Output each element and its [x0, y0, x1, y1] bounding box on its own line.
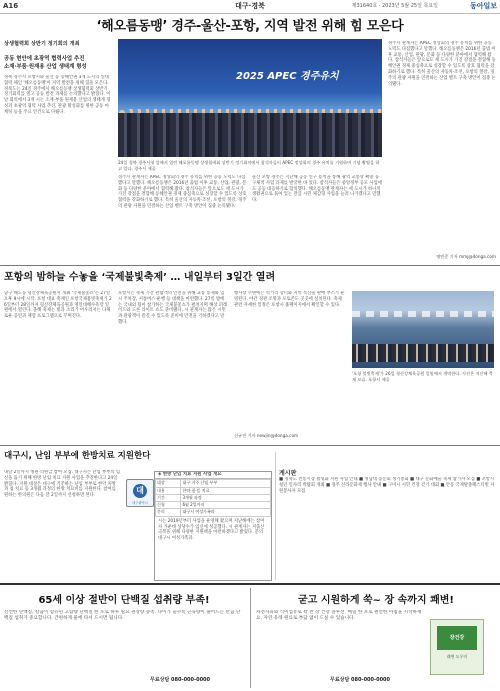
main-headline: ‘해오름동맹’ 경주-울산-포항, 지역 발전 위해 힘 모은다 — [96, 19, 404, 34]
main-story-right-column — [388, 41, 496, 253]
main-story-mid-right-text: 울산 포항 경주는 지난해 공동 연구 용역을 통해 광역 교통망 확충 등 구체적 사업 과제를 발굴한 바 있다. 참석자들은 중앙정부 공모 사업에도 공동 대응하기로 합의했다. 해오름동맹 관계자는 세 도시가 하나의 생활권으로 묶여 있는 만큼 시민 체감형 사업을 늘려 나가겠다고 말했다. — [252, 175, 382, 204]
story2-mid-text: 포항시는 축제 기간 관람객의 안전을 위해 교통 통제와 임시 주차장, 셔틀버스 운행 등 대책을 마련했다. 27일 밤에는 국내외 팀이 참가하는 국제불꽃쇼가 펼쳐지며 해상 퍼레이드와 드론 라이트 쇼도 준비됐다. 시 관계자는 많은 시민과 관광객이 즐길 수 있도록 준비에 만전을 기하겠다고 말했다. — [118, 291, 228, 325]
daegu-city-logo — [126, 479, 154, 507]
ad1-body — [4, 610, 244, 684]
ad2-phone: 무료상담 080-000-0000 — [330, 677, 391, 683]
main-reporter: 명민준 기자 mmj@donga.com — [436, 254, 496, 259]
info-table-value: 대구시 여성가족과 — [181, 509, 271, 516]
info-table — [155, 479, 271, 516]
story2-right-text: 행사장 주변에는 먹거리 장터와 지역 특산물 판매 부스가 운영된다. 야간 경관 조명과 포토존도 곳곳에 설치된다. 축제 관련 자세한 일정은 포항시 홈페이지에서 확인할 수 있다. — [234, 291, 345, 308]
story2-left-column — [4, 291, 112, 441]
info-table-value: 대구 거주 난임 부부 — [181, 480, 271, 487]
info-table-key: 내용 — [156, 487, 181, 494]
story3-narrow-column — [126, 509, 152, 577]
photo-people — [352, 344, 494, 362]
story2-caption: '포항 불빛축제'가 26일 형산강체육공원 일원에서 개막한다. 사진은 지난해 축제 모습. 포항시 제공 — [352, 371, 493, 382]
page-header — [0, 0, 500, 14]
photo-boats — [352, 311, 494, 317]
subhead-industry: 소재·부품·원재용 산업 생태계 형성 — [4, 64, 87, 70]
info-table-row — [156, 480, 271, 487]
ad-column-divider — [250, 588, 251, 688]
ad2-product-image — [430, 619, 484, 675]
story3-extra-paragraph: 시는 2019년부터 사업을 운영해 왔으며 지난해에는 참여자 가운데 상당수가 임신에 성공했다. 시 관계자는 저출산 극복을 위해 다양한 지원책을 마련하겠다고 밝혔다. 문의 대구시 여성가족과. — [158, 518, 265, 542]
story2-headline: 포항의 밤하늘 수놓을 ‘국제불빛축제’ … 내일부터 3일간 열려 — [4, 272, 276, 283]
notice-board — [279, 477, 496, 579]
info-table-key: 기간 — [156, 494, 181, 501]
section-divider-2 — [0, 445, 500, 446]
info-table-key: 대상 — [156, 480, 181, 487]
ad2-body — [256, 610, 426, 684]
story2-right-column — [234, 291, 346, 441]
info-table-key: 문의 — [156, 509, 181, 516]
photo-banner-text: 2025 APEC 경주유치 — [236, 71, 339, 82]
info-table-box — [154, 471, 272, 581]
ad1-body-text: 신선한 단백질, 칼슘이 함유된 고함량 단백질 한 포로 하루 필요 권장량 충족. 나이가 들수록 근육량이 줄어드는 만큼 단백질 섭취가 중요합니다. 간편하게 물에 타서 드시면 됩니다. — [4, 610, 241, 621]
main-story-mid-text: 경주시 관계자는 APEC 정상회의 경주 유치를 위한 공동 노력도 다짐했다고 말했다. 해오름동맹은 2016년 출범 이후 교통, 산업, 관광, 문화 등 다양한 분야에서 협력해 왔다. 참석자들은 앞으로도 세 도시가 가진 강점을 결합해 동해안권 경제 중심축으로 성장할 수 있도록 상호 협력을 강화하기로 했다. 특히 울산의 자동차·조선, 포항의 철강, 경주의 관광 자원을 연결하는 산업 벨트 구축 방안이 집중 논의됐다. — [118, 175, 247, 209]
main-story-left-column — [4, 75, 112, 209]
product-label: 쾌변 도우미 — [446, 654, 468, 659]
photo-crowd — [118, 113, 382, 157]
main-photo-caption: 24일 경북 경주시청 앞에서 열린 해오름동맹 상생협력회 상반기 정기회의에서 참석자들이 APEC 정상회의 경주 유치를 기원하며 기념 촬영을 하고 있다. 경주시 제공 — [118, 160, 380, 171]
info-table-title: ◈ 한방 난임 치료 지원 사업 개요 — [155, 472, 271, 479]
city-emblem-icon: 대 — [133, 484, 147, 498]
info-table-key: 신청 — [156, 502, 181, 509]
info-table-row — [156, 494, 271, 501]
ad2-body-text: 차전자피와 식이섬유로 꽉 찬 장 건강 솔루션. 매일 한 포로 편안한 아침을 시작하세요. 자연 유래 원료로 부담 없이 드실 수 있습니다. — [256, 610, 422, 621]
subhead-meeting: 상생협력회 상반기 정기회의 개최 — [4, 41, 80, 47]
notice-board-text: ■ 경북도 전통시장 활성화 지원 사업 안내 ■ 영남대 동문회 정기총회 ■ 대구 문화예술 축제 참가자 모집 ■ 포항시 청년 일자리 박람회 개최 ■ 경주 신라문화제 행사 안내 ■ 구미시 시민 건강 걷기 대회 ■ 안동 국제탈춤페스티벌 자원봉사자 모집 — [279, 477, 495, 494]
page-number: A16 — [3, 2, 19, 10]
story3-left-text: 내달 2일까지 병원·의원급 참여 모집. 대구시는 난임 부부의 임신을 돕기 위해 한방 난임 치료 지원 사업을 추진한다고 24일 밝혔다. 지원 대상은 대구에 거주하는 난임 부부로 한약 처방과 침 치료 등 3개월 과정의 한방 치료비를 지원한다. 참여를 원하는 한의원은 다음 달 2일까지 신청하면 된다. — [4, 470, 120, 499]
info-table-value: 한약·침·뜸 치료 — [181, 487, 271, 494]
subhead-project: 공동 현안에 초광역 협력사업 추진 — [4, 56, 85, 62]
ad1-headline: 65세 이상 절반이 단백질 섭취량 부족! — [38, 595, 210, 606]
main-story-right-text: 경주시 관계자는 APEC 정상회의 경주 유치를 위한 공동 노력도 다짐했다고 말했다. 해오름동맹은 2016년 출범 이후 교통, 산업, 관광, 문화 등 다양한 분야에서 협력해 왔다. 참석자들은 앞으로도 세 도시가 가진 강점을 결합해 동해안권 경제 중심축으로 성장할 수 있도록 상호 협력을 강화하기로 했다. 특히 울산의 자동차·조선, 포항의 철강, 경주의 관광 자원을 연결하는 산업 벨트 구축 방안이 집중 논의됐다. — [388, 41, 496, 87]
info-table-row — [156, 487, 271, 494]
info-table-row — [156, 509, 271, 516]
story2-mid-column — [118, 291, 228, 441]
column-divider — [275, 452, 276, 580]
ad1-phone: 무료상담 080-000-0000 — [150, 677, 211, 683]
main-story-mid-column — [118, 175, 248, 261]
ad2-headline: 굳고 시원하게 쑥~ 장 속까지 쾌변! — [298, 595, 454, 606]
main-story-mid-right-column — [252, 175, 382, 261]
story3-left-column — [4, 470, 120, 578]
issue-date: 제31640호 · 2023년 5월 25일 목요일 — [351, 3, 438, 9]
newspaper-logo: 동아일보 — [469, 2, 497, 10]
story3-extra-text — [155, 517, 271, 573]
story2-photo — [352, 291, 494, 368]
city-label: 대구광역시 — [132, 501, 148, 505]
product-box: 장건강 — [437, 626, 477, 650]
info-table-value: 6월 2일까지 — [181, 502, 271, 509]
main-story-photo — [118, 39, 382, 157]
section-divider — [0, 265, 500, 266]
story2-left-text: 남구 해도동 형산강체육공원서 개최 '국제불꽃쇼'는 27일 오후 9시에 시작. 포항 대표 축제인 포항국제불빛축제가 26일부터 28일까지 형산강체육공원과 영일대해수욕장 일원에서 열린다. 올해 축제는 빛과 소리가 어우러지는 다채로운 공연과 체험 프로그램으로 꾸며진다. — [4, 291, 112, 320]
ad-divider — [0, 583, 500, 585]
notice-board-title: 게시판 — [279, 470, 297, 477]
section-title: 대구·경북 — [235, 2, 265, 10]
story3-headline: 대구시, 난임 부부에 한방치료 지원한다 — [4, 451, 151, 461]
info-table-value: 3개월 과정 — [181, 494, 271, 501]
story2-reporter: 신규진 기자 newjin@donga.com — [234, 433, 299, 438]
main-story-left-text: 경북 경주시 포항시와 울산 등 동해안권 3개 도시의 연대 협력 체인 '해오름동맹'이 지역 발전을 위해 힘을 모은다. 경북도는 24일 경주에서 해오름동맹 상생협력회 상반기 정기회의를 열고 공동 발전 과제를 논의했다고 밝혔다. 이날 회의에서 3개 시는 소재·부품 원재용 산업의 생태계 형성과 초광역 협력 사업 추진, 관광 활성화를 위한 공동 마케팅 등을 주요 안건으로 다뤘다. — [4, 75, 111, 115]
info-table-row — [156, 502, 271, 509]
